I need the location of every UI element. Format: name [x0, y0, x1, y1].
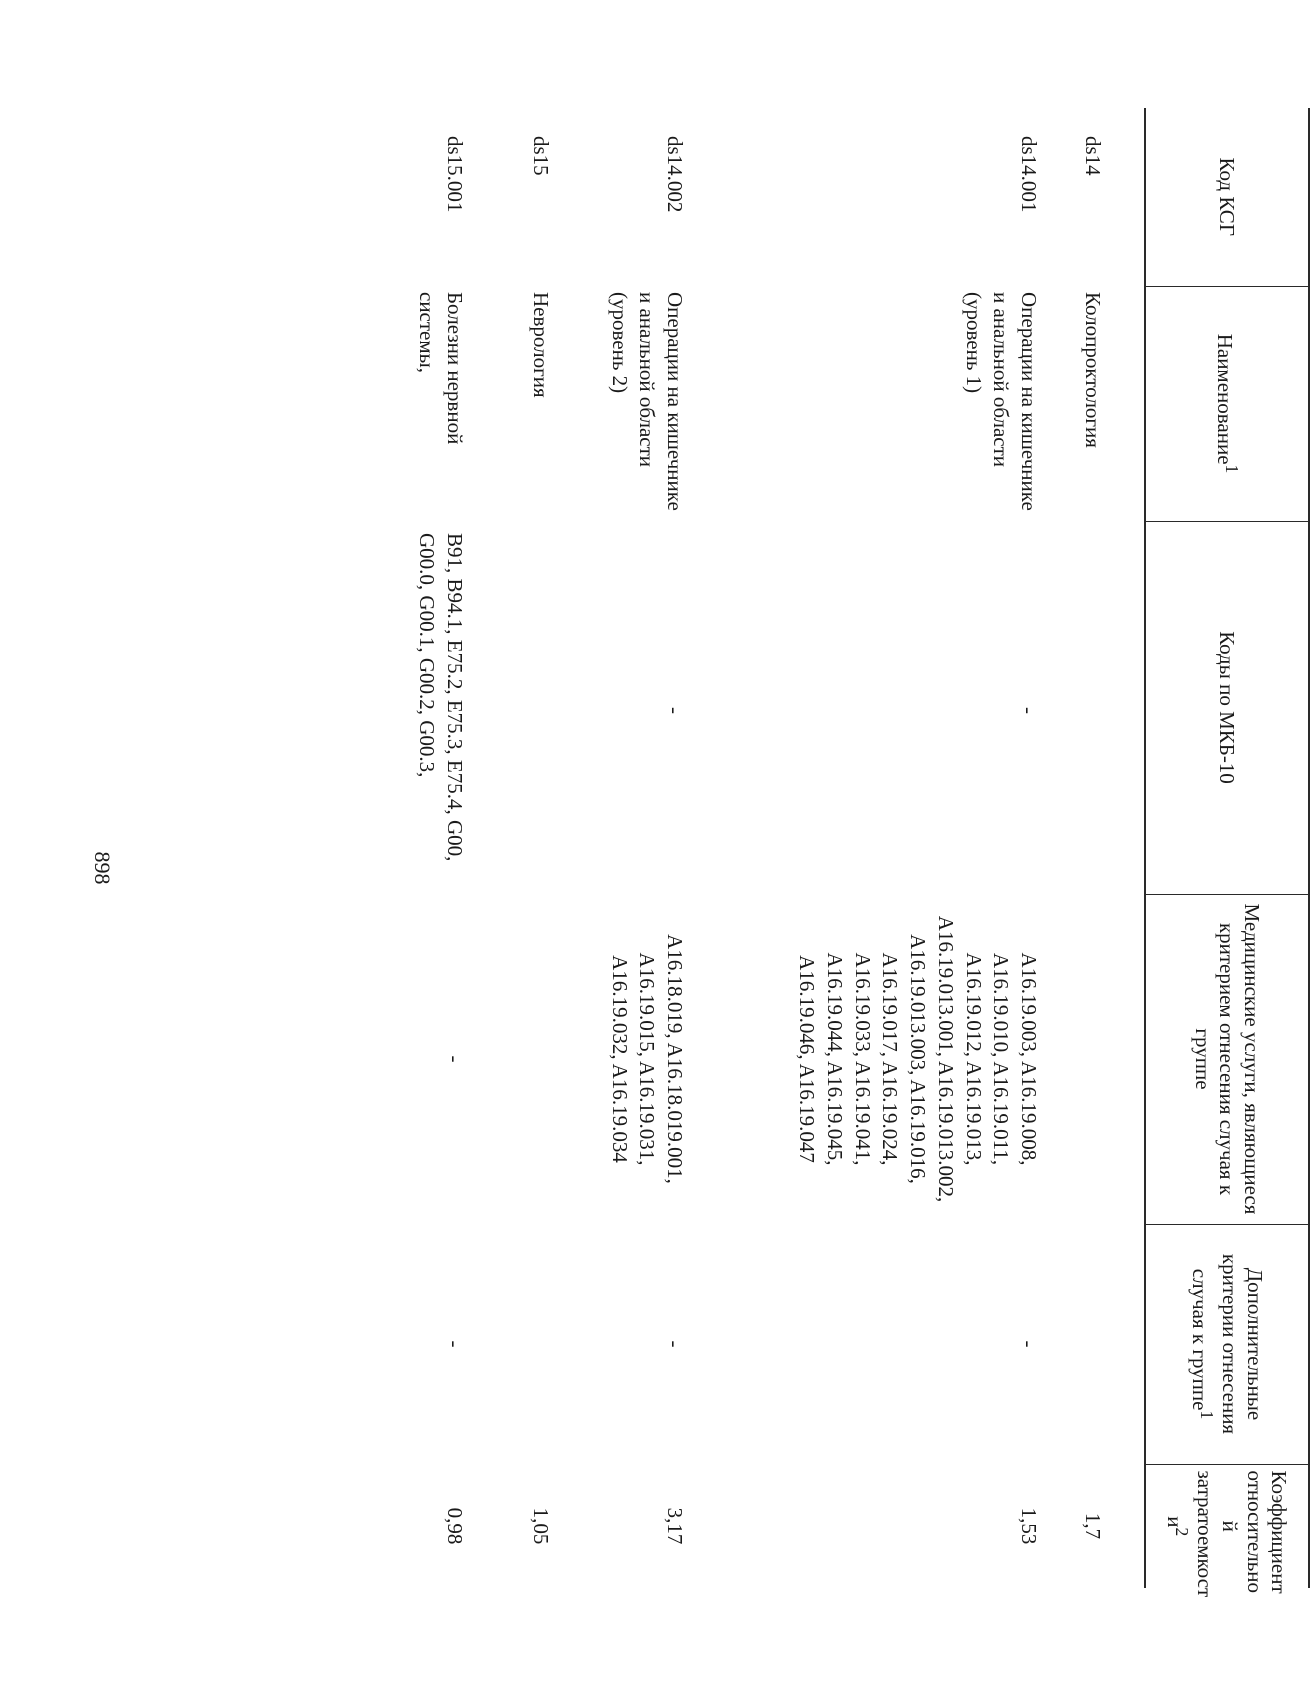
cell-criteria [1042, 1224, 1106, 1464]
header-services: Медицинские услуги, являющиеся критерием отнесения случая к группе [1145, 894, 1309, 1224]
page-number: 898 [90, 851, 115, 885]
cell-criteria [468, 1224, 554, 1464]
table-row [688, 108, 1042, 1588]
ksg-table [398, 108, 1310, 1598]
table-row [554, 108, 688, 1588]
cell-name: Болезни нервной системы, [415, 292, 467, 445]
cell-services: A16.18.019, A16.18.019.001, A16.19.015, A16.19.031, A16.19.032, A16.19.034 [607, 934, 687, 1184]
table-header-row [1145, 108, 1309, 1588]
cell-criteria: - [443, 1340, 467, 1348]
header-criteria: Дополнительные критерии отнесения случая к группе$^1$ [1145, 1224, 1309, 1464]
cell-coefficient: 3,17 [663, 1507, 687, 1545]
cell-name: Неврология [529, 292, 553, 398]
cell-name: Операции на кишечнике и анальной области (уровень 1) [961, 292, 1041, 511]
cell-mkb: B91, B94.1, E75.2, E75.3, E75.4, G00, G00.0, G00.1, G00.2, G00.3, [415, 533, 467, 862]
cell-services [1042, 894, 1106, 1224]
cell-code: ds14.002 [663, 136, 687, 213]
cell-code: ds14.001 [1017, 136, 1041, 213]
cell-criteria: - [1017, 1340, 1041, 1348]
header-code: Код КСГ [1145, 108, 1309, 286]
cell-coefficient: 1,53 [1017, 1507, 1041, 1545]
header-name: Наименование$^1$ [1145, 286, 1309, 521]
table-spacer [1106, 108, 1145, 1588]
cell-name: Операции на кишечнике и анальной области (уровень 2) [607, 292, 687, 511]
cell-mkb: - [663, 707, 687, 714]
table-row [398, 108, 468, 1588]
header-mkb: Коды по МКБ-10 [1145, 521, 1309, 894]
rotated-table-container [415, 108, 1310, 1598]
header-coefficient: Коэффициент относительно й затратоемкост $и^2$ [1145, 1464, 1309, 1588]
table-row [1042, 108, 1106, 1588]
cell-services: A16.19.003, A16.19.008, A16.19.010, A16.19.011, A16.19.012, A16.19.013, A16.19.013.001, A16.19.013.002, A16.19.013.003, A16.19.016, A16.19.017, A16.19.024, A16.19.033, A16.19.041, A16.19.044, A16.19.045, A16.19.046, A16.19.047 [795, 915, 1041, 1203]
cell-coefficient: 1,7 [1081, 1512, 1105, 1540]
cell-coefficient: 1,05 [529, 1507, 553, 1545]
table-row [468, 108, 554, 1588]
cell-code: ds15 [529, 136, 553, 176]
cell-code: ds14 [1081, 136, 1105, 176]
cell-services: - [443, 1055, 467, 1063]
cell-services [468, 894, 554, 1224]
cell-criteria: - [663, 1340, 687, 1348]
cell-mkb [468, 521, 554, 894]
cell-name: Колопроктология [1081, 292, 1105, 448]
cell-mkb: - [1017, 707, 1041, 714]
cell-mkb [1042, 521, 1106, 894]
cell-coefficient: 0,98 [443, 1507, 467, 1545]
cell-code: ds15.001 [443, 136, 467, 213]
